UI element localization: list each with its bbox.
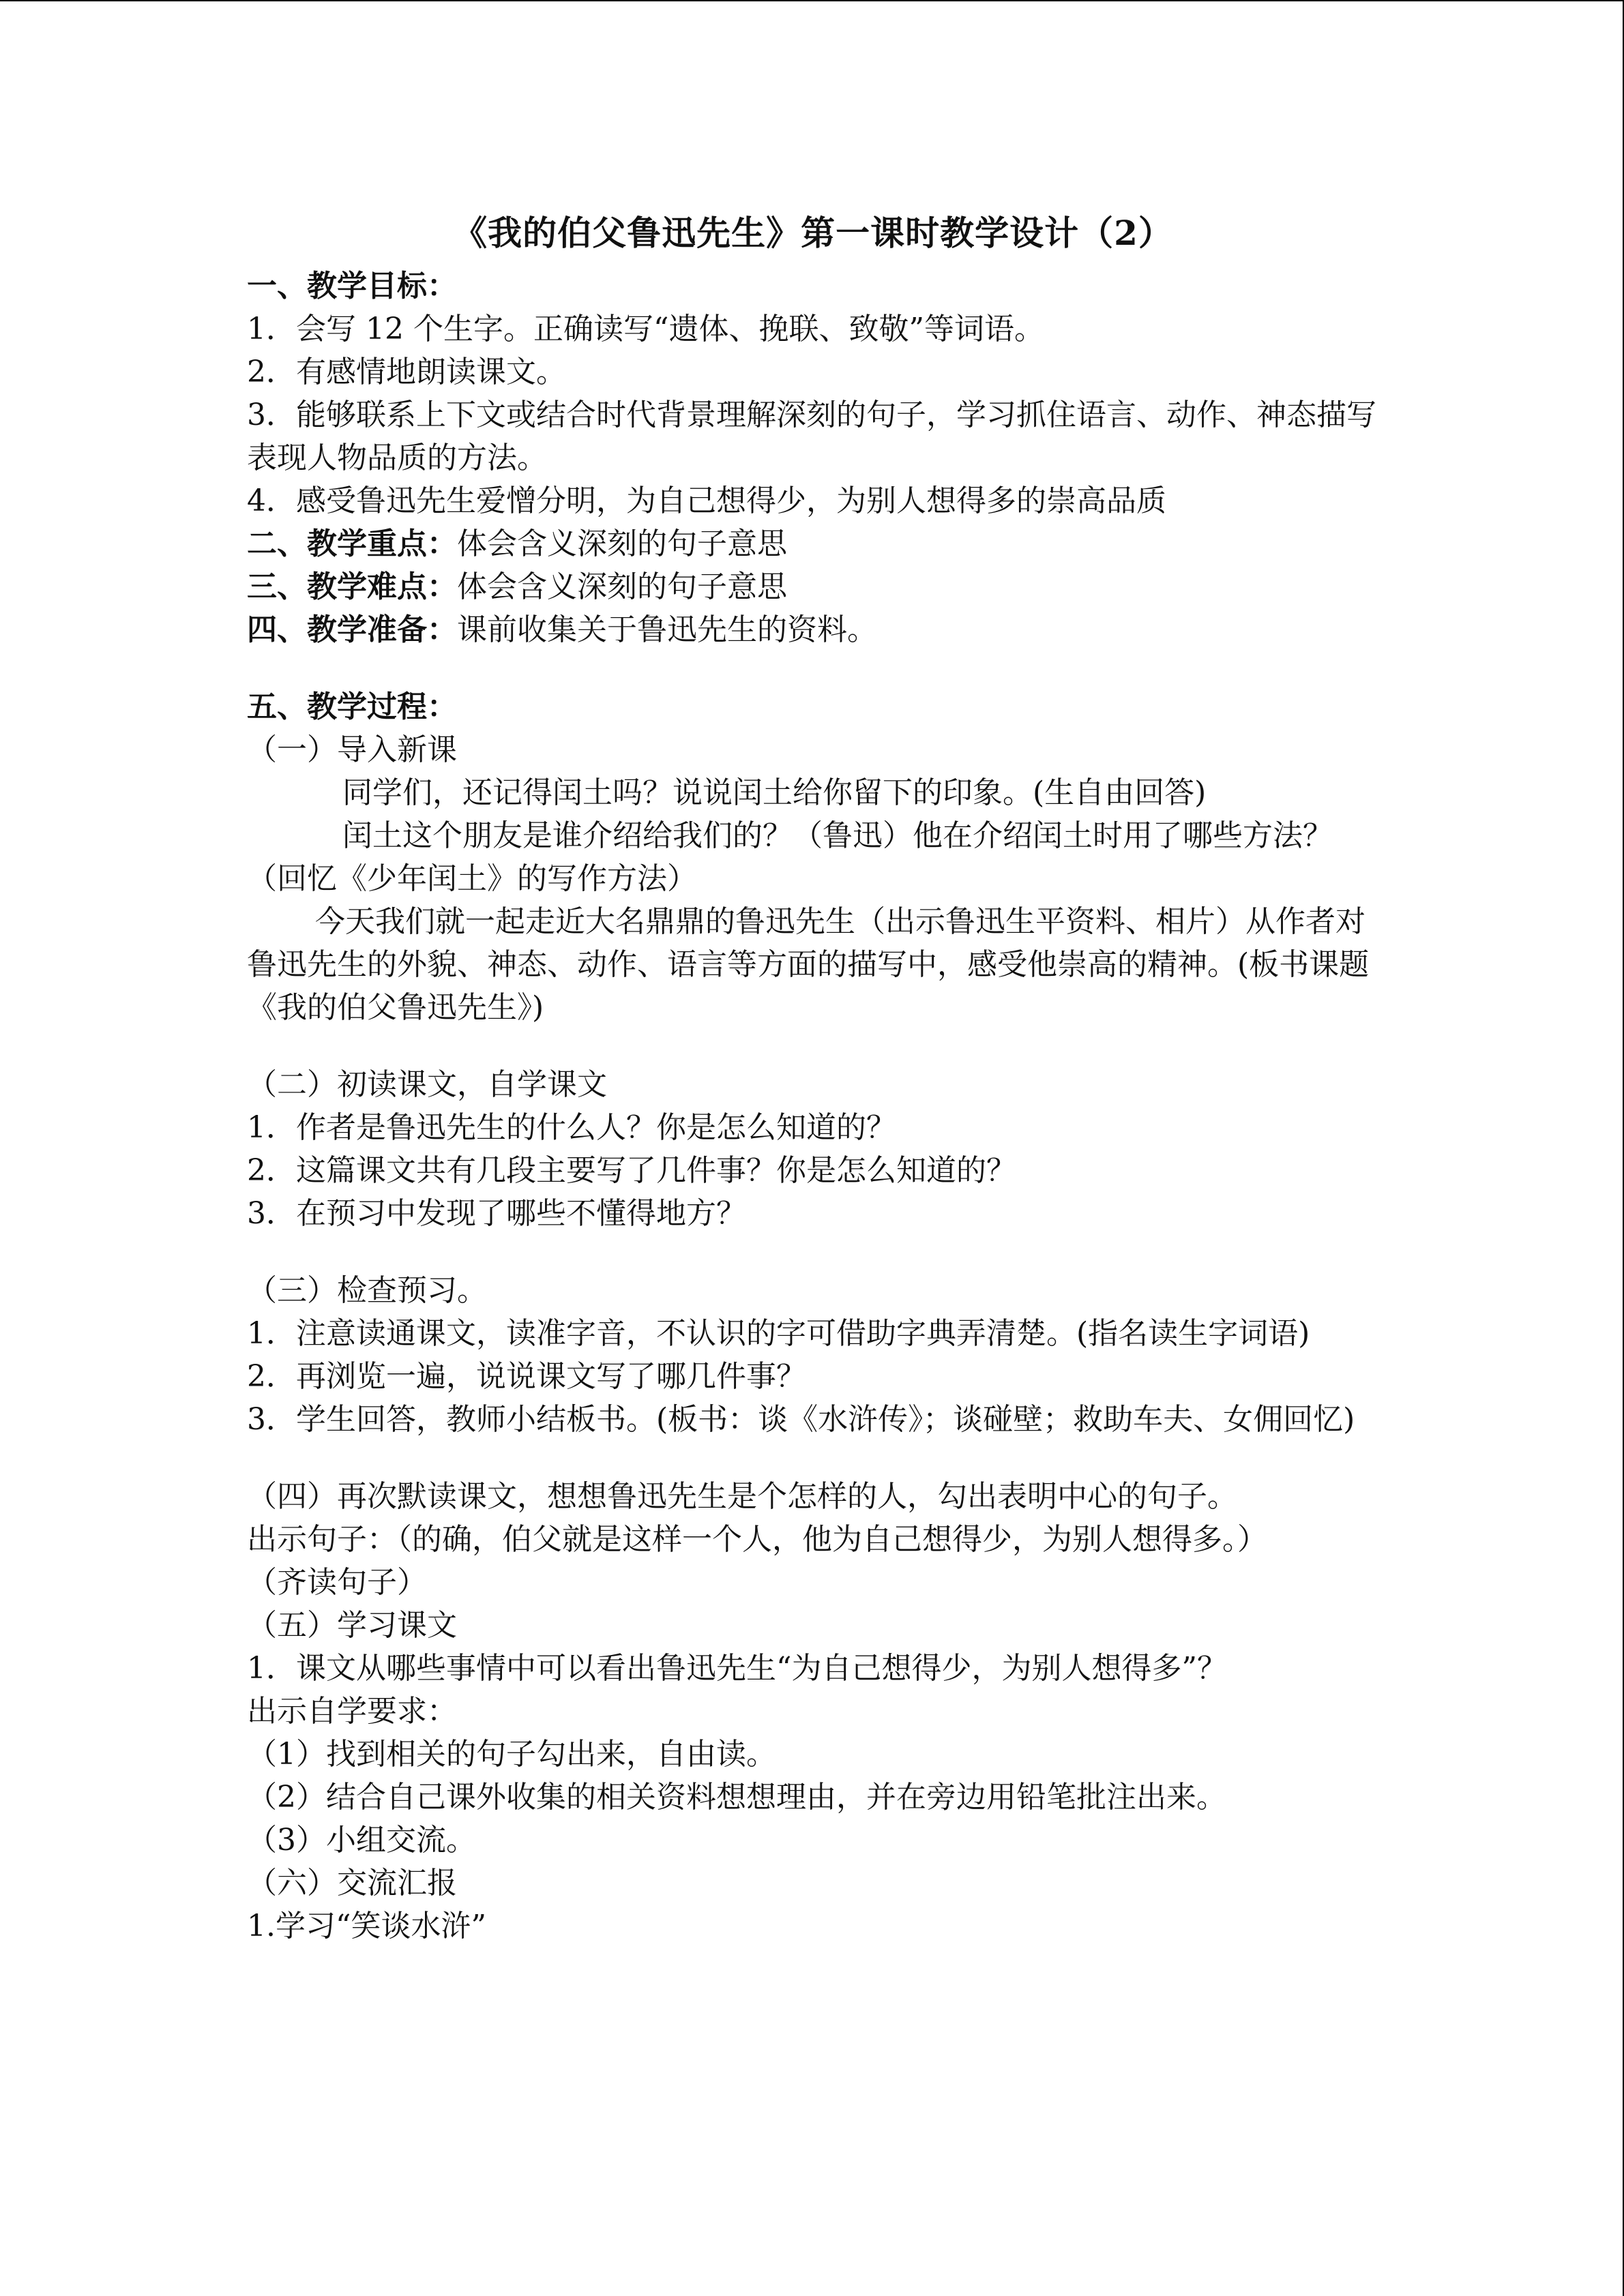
preparation-label: 四、教学准备： (247, 612, 457, 647)
section-2-item: 1．作者是鲁迅先生的什么人？你是怎么知道的？ (247, 1110, 896, 1145)
section-1-paragraph: 同学们，还记得闰土吗？说说闰土给你留下的印象。(生自由回答) (342, 775, 1207, 810)
section-1-title: （一）导入新课 (247, 732, 457, 767)
difficulty-label: 三、教学难点： (247, 569, 457, 604)
section-1-paragraph: 今天我们就一起走近大名鼎鼎的鲁迅先生（出示鲁迅生平资料、相片）从作者对鲁迅先生的外貌、神态、动作、语言等方面的描写中，感受他崇高的精神。(板书课题《我的伯父鲁迅先生》) (247, 904, 1370, 1025)
section-3-title: （三）检查预习。 (247, 1273, 487, 1308)
spacer (247, 1029, 1379, 1063)
spacer (247, 651, 1379, 685)
section-6-line: 1.学习“笑谈水浒” (247, 1909, 486, 1943)
key-point-label: 二、教学重点： (247, 526, 457, 561)
section-5-title: （五）学习课文 (247, 1608, 457, 1643)
page-title: 《我的伯父鲁迅先生》第一课时教学设计（2） (453, 213, 1173, 253)
goal-item: 4．感受鲁迅先生爱憎分明，为自己想得少，为别人想得多的崇高品质 (247, 483, 1166, 518)
difficulty (247, 565, 1379, 608)
section-5-line: 出示自学要求： (247, 1694, 457, 1729)
goal-item: 2．有感情地朗读课文。 (247, 355, 566, 389)
section-3-item: 2．再浏览一遍，说说课文写了哪几件事？ (247, 1359, 806, 1394)
key-point-text: 体会含义深刻的句子意思 (457, 526, 787, 561)
document-body (247, 206, 1379, 1948)
section-5-item: （1）找到相关的句子勾出来，自由读。 (247, 1737, 776, 1772)
section-5-line: 1．课文从哪些事情中可以看出鲁迅先生“为自己想得少，为别人想得多”？ (247, 1651, 1227, 1686)
spacer (247, 1441, 1379, 1475)
section-2-item: 2．这篇课文共有几段主要写了几件事？你是怎么知道的？ (247, 1153, 1016, 1188)
difficulty-text: 体会含义深刻的句子意思 (457, 569, 787, 604)
key-point (247, 522, 1379, 565)
spacer (247, 1235, 1379, 1269)
section-5-item: （3）小组交流。 (247, 1823, 476, 1858)
section-6-title: （六）交流汇报 (247, 1866, 457, 1900)
preparation-text: 课前收集关于鲁迅先生的资料。 (457, 612, 877, 647)
section-2-item: 3．在预习中发现了哪些不懂得地方？ (247, 1196, 746, 1231)
section-4-line: （齐读句子） (247, 1565, 427, 1600)
process-heading: 五、教学过程： (247, 689, 457, 724)
section-4-line: 出示句子：（的确，伯父就是这样一个人，他为自己想得少，为别人想得多。） (247, 1522, 1267, 1557)
section-2-title: （二）初读课文，自学课文 (247, 1067, 607, 1102)
goals-heading: 一、教学目标： (247, 269, 457, 303)
section-3-item: 1．注意读通课文，读准字音，不认识的字可借助字典弄清楚。(指名读生字词语) (247, 1316, 1310, 1351)
preparation (247, 608, 1379, 651)
goal-item: 3．能够联系上下文或结合时代背景理解深刻的句子，学习抓住语言、动作、神态描写表现人物品质的方法。 (247, 398, 1376, 475)
goal-item: 1．会写 12 个生字。正确读写“遗体、挽联、致敬”等词语。 (247, 312, 1044, 346)
section-4-title: （四）再次默读课文，想想鲁迅先生是个怎样的人，勾出表明中心的句子。 (247, 1479, 1237, 1514)
section-3-item: 3．学生回答，教师小结板书。(板书：谈《水浒传》；谈碰壁；救助车夫、女佣回忆) (247, 1402, 1355, 1437)
section-1-paragraph: 闰土这个朋友是谁介绍给我们的？（鲁迅）他在介绍闰土时用了哪些方法？（回忆《少年闰土》的写作方法） (247, 818, 1333, 896)
section-5-item: （2）结合自己课外收集的相关资料想想理由，并在旁边用铅笔批注出来。 (247, 1780, 1226, 1815)
